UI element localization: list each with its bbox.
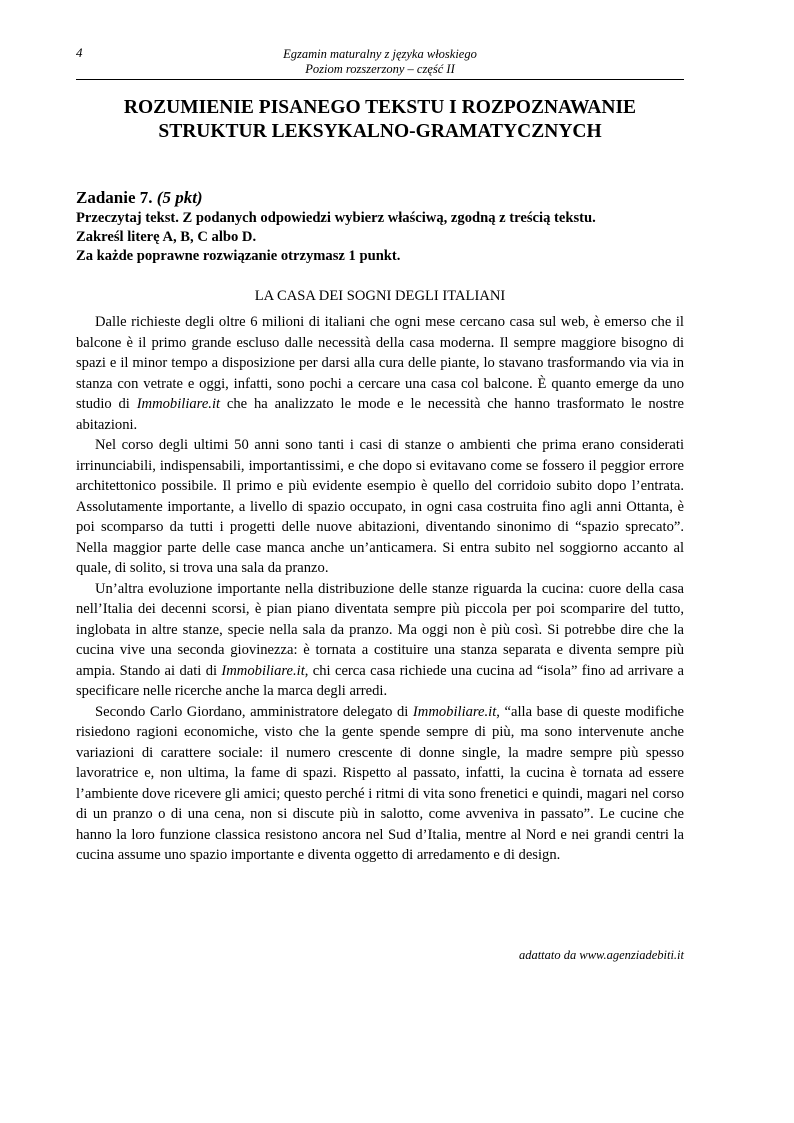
task-instruction-1: Przeczytaj tekst. Z podanych odpowiedzi wybierz właściwą, zgodną z treścią tekstu. xyxy=(76,210,596,226)
task-title xyxy=(76,188,684,208)
exam-header xyxy=(76,47,684,77)
section-title-line1: ROZUMIENIE PISANEGO TEKSTU I ROZPOZNAWANIE xyxy=(123,97,637,118)
brand-name: Immobiliare.it xyxy=(136,396,221,412)
exam-title: Egzamin maturalny z języka włoskiego xyxy=(283,47,477,61)
task-label: Zadanie 7. xyxy=(76,188,153,207)
article-paragraph-4: Secondo Carlo Giordano, amministratore delegato di Immobiliare.it, “alla base di queste modifiche risiedono ragioni economiche, visto che la gente spende sempre di più, ma sono intervenute anche variazioni di carattere sociale: il numero crescente di donne single, la madre sempre più spesso lavoratrice e, non ultima, la fame di spazi. Rispetto al passato, infatti, la cucina è tornata ad essere l’ambiente dove ricevere gli amici; questo perché i ritmi di vita sono frenetici e quindi, magari nel corso di un pranzo o di una cena, non si discute più in salotto, come avveniva in passato”. Le cucine che hanno la loro funzione classica resistono ancora nel Sud d’Italia, mentre al Nord e nei grandi centri la cucina assume uno spazio importante e diventa oggetto di arredamento e di design. xyxy=(76,703,684,863)
article-title: LA CASA DEI SOGNI DEGLI ITALIANI xyxy=(254,288,506,304)
article-body xyxy=(76,312,684,866)
task-instruction-3: Za każde poprawne rozwiązanie otrzymasz 1 punkt. xyxy=(76,248,401,264)
article-paragraph-2: Nel corso degli ultimi 50 anni sono tanti i casi di stanze o ambienti che prima erano considerati irrinunciabili, indispensabili, importantissimi, e che dopo si evitavano come se fossero il peggior errore architettonico possibile. Il primo e più evidente esempio è quello del corridoio subito dopo l’entrata. Assolutamente importante, a livello di spazio occupato, in ogni casa costruita fino agli anni Ottanta, è poi scomparso da tutti i progetti delle nuove abitazioni, diventando sinonimo di “spazio sprecato”. Nella maggior parte delle case manca anche un’anticamera. Si entra subito nel soggiorno accanto al quale, di solito, si trova una sala da pranzo. xyxy=(76,437,684,576)
article-paragraph-3: Un’altra evoluzione importante nella distribuzione delle stanze riguarda la cucina: cuore della casa nell’Italia dei decenni scorsi, è pian piano diventata sempre più piccola per poi scomparire del tutto, inglobata in altre stanze, specie nella sala da pranzo. Ma oggi non è più così. Si potrebbe dire che la cucina vive una seconda giovinezza: è tornata a costituire una stanza separata e diventa sempre più ampia. Stando ai dati di Immobiliare.it, chi cerca casa richiede una cucina ad “isola” fino ad arrivare a specificare nelle ricerche anche la marca degli arredi. xyxy=(76,580,684,699)
exam-level: Poziom rozszerzony – część II xyxy=(305,62,455,76)
task-points: (5 pkt) xyxy=(156,188,203,207)
article-paragraph-1: Dalle richieste degli oltre 6 milioni di italiani che ogni mese cercano casa sul web, è emerso che il balcone è il primo grande escluso dalle necessità della casa moderna. Il sempre maggiore bisogno di spazi e il minor tempo a disposizione per darsi alla cura delle piante, lo stavano trasformando via via in stanza con vetrate e oggi, infatti, sono pochi a cercare una casa col balcone. È quanto emerge da uno studio di Immobiliare.it che ha analizzato le mode e le necessità che hanno trasformato le nostre abitazioni. xyxy=(76,314,684,433)
source-note: adattato da www.agenziadebiti.it xyxy=(518,948,684,962)
brand-name: Immobiliare.it xyxy=(412,703,497,720)
section-title-line2: STRUKTUR LEKSYKALNO-GRAMATYCZNYCH xyxy=(158,121,602,142)
task-block xyxy=(76,188,684,266)
section-title xyxy=(76,96,684,144)
brand-name: Immobiliare.it xyxy=(221,662,305,679)
page-number: 4 xyxy=(76,45,83,60)
task-instruction-2: Zakreśl literę A, B, C albo D. xyxy=(76,229,257,245)
page-header xyxy=(76,45,684,80)
